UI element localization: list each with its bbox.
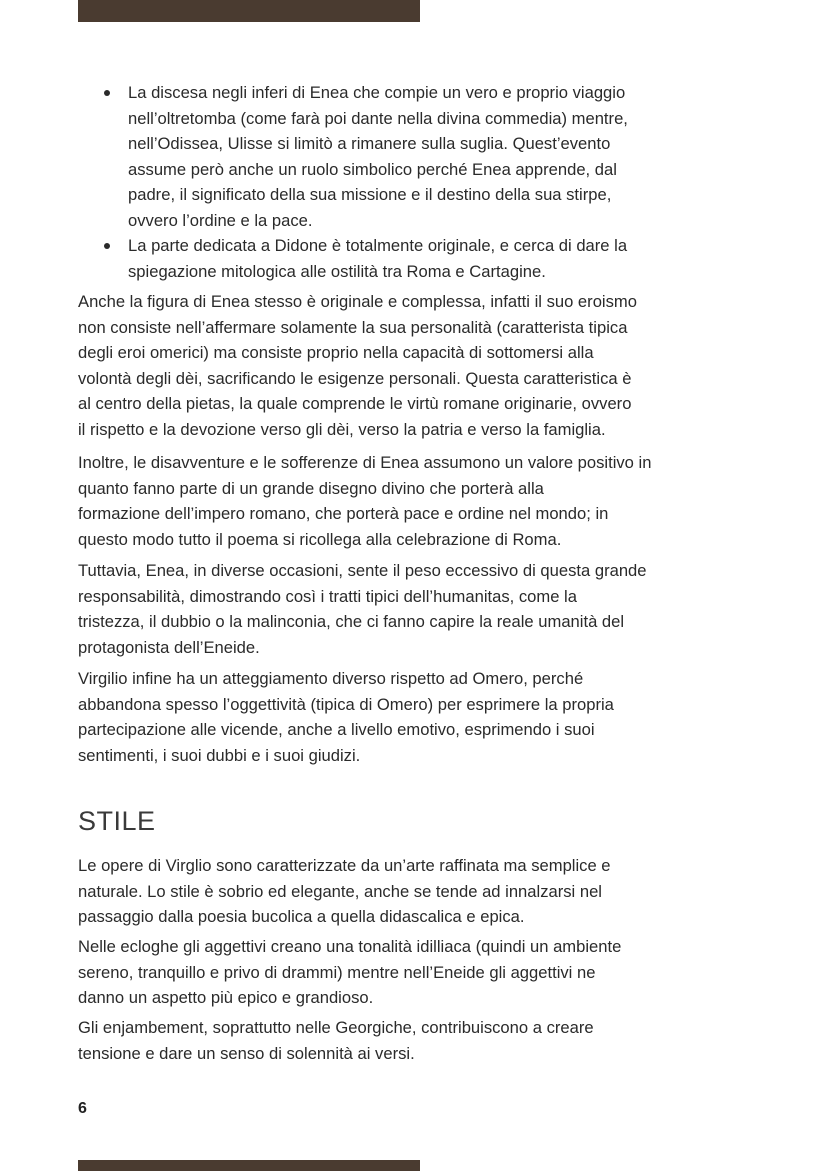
text-line: protagonista dell’Eneide. [78,637,260,657]
page-number: 6 [78,1100,87,1117]
text-line: spiegazione mitologica alle ostilità tra Roma e Cartagine. [128,261,546,281]
text-line: Inoltre, le disavventure e le sofferenze di Enea assumono un valore positivo in [78,453,652,472]
text-line: nell’Odissea, Ulisse si limitò a rimanere sulla suglia. Quest’evento [128,134,611,153]
text-line: padre, il significato della sua missione e il destino della sua stirpe, [128,185,612,204]
bullet-icon [104,243,110,249]
text-line: partecipazione alle vicende, anche a livello emotivo, esprimendo i suoi [78,720,595,739]
text-line: formazione dell’impero romano, che porterà pace e ordine nel mondo; in [78,504,609,523]
text-line: Tuttavia, Enea, in diverse occasioni, sente il peso eccessivo di questa grande [78,561,647,580]
text-line: La parte dedicata a Didone è totalmente originale, e cerca di dare la [128,236,628,255]
text-line: tensione e dare un senso di solennità ai versi. [78,1043,415,1063]
header-decorative-bar [78,0,420,22]
paragraph [78,289,758,442]
text-line: Anche la figura di Enea stesso è originale e complessa, infatti il suo eroismo [78,292,637,311]
text-line: Virgilio infine ha un atteggiamento diverso rispetto ad Omero, perché [78,669,584,688]
text-line: Gli enjambement, soprattutto nelle Georgiche, contribuiscono a creare [78,1018,594,1037]
text-line: questo modo tutto il poema si ricollega alla celebrazione di Roma. [78,529,562,549]
text-line: degli eroi omerici) ma consiste proprio nella capacità di sottomersi alla [78,343,594,362]
text-line: assume però anche un ruolo simbolico perché Enea apprende, dal [128,159,617,179]
text-line: responsabilità, dimostrando così i tratti tipici dell’humanitas, come la [78,586,577,606]
text-line: volontà degli dèi, sacrificando le esigenze personali. Questa caratteristica è [78,368,632,388]
section-heading: STILE [78,806,156,836]
text-line: naturale. Lo stile è sobrio ed elegante, anche se tende ad innalzarsi nel [78,881,602,901]
text-line: ovvero l’ordine e la pace. [128,210,313,230]
text-line: Le opere di Virglio sono caratterizzate da un’arte raffinata ma semplice e [78,856,611,875]
footer-decorative-bar [78,1160,420,1171]
text-line: il rispetto e la devozione verso gli dèi, verso la patria e verso la famiglia. [78,419,606,439]
paragraph [78,853,758,930]
text-line: abbandona spesso l’oggettività (tipica di Omero) per esprimere la propria [78,694,614,714]
text-line: danno un aspetto più epico e grandioso. [78,988,374,1007]
bullet-list [78,80,758,284]
text-line: quanto fanno parte di un grande disegno divino che porterà alla [78,478,544,498]
text-line: sereno, tranquillo e privo di drammi) mentre nell’Eneide gli aggettivi ne [78,962,596,982]
text-line: passaggio dalla poesia bucolica a quella didascalica e epica. [78,907,525,926]
list-item [78,233,758,284]
text-line: al centro della pietas, la quale comprende le virtù romane originarie, ovvero [78,394,632,413]
paragraph [78,450,758,552]
paragraph [78,666,758,768]
paragraph [78,1015,758,1066]
text-line: Nelle ecloghe gli aggettivi creano una tonalità idilliaca (quindi un ambiente [78,937,622,956]
text-line: La discesa negli inferi di Enea che compie un vero e proprio viaggio [128,83,626,102]
text-line: sentimenti, i suoi dubbi e i suoi giudizi. [78,745,361,765]
text-line: non consiste nell’affermare solamente la sua personalità (caratterista tipica [78,317,628,337]
text-line: tristezza, il dubbio o la malinconia, che ci fanno capire la reale umanità del [78,612,625,631]
paragraph [78,558,758,660]
paragraph [78,934,758,1011]
bullet-icon [104,90,110,96]
list-item [78,80,758,233]
text-line: nell’oltretomba (come farà poi dante nella divina commedia) mentre, [128,108,628,128]
